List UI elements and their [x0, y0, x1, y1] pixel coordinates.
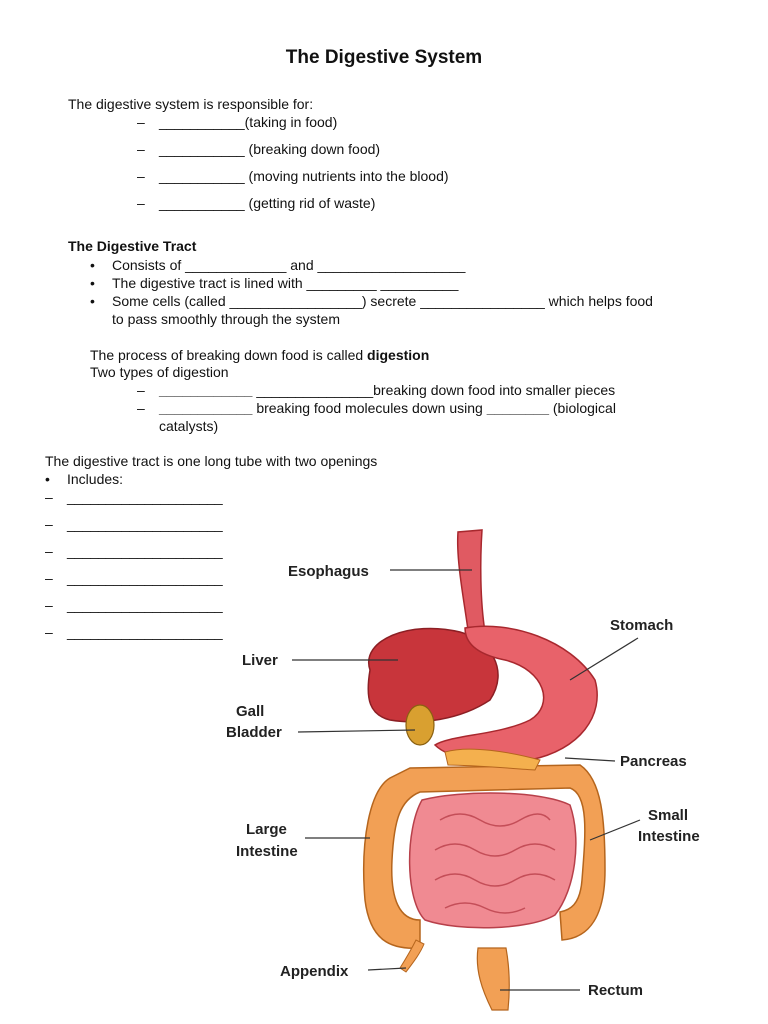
tract-bullet: • The digestive tract is lined with _________ __________: [90, 275, 459, 291]
intro-item: – ___________ (moving nutrients into the blood): [137, 168, 449, 184]
tube-includes: • Includes:: [45, 471, 124, 487]
label-pancreas: Pancreas: [620, 753, 687, 770]
esophagus-shape: [458, 530, 485, 632]
label-liver: Liver: [242, 652, 278, 669]
tract-bullet-continuation: to pass smoothly through the system: [112, 311, 340, 327]
intro-item-text: ___________ (moving nutrients into the blood): [159, 168, 449, 184]
digestive-system-diagram: [210, 520, 750, 1020]
intro-lead: The digestive system is responsible for:: [68, 96, 314, 112]
tract-bullet: • Some cells (called _________________) secrete ________________ which helps food: [90, 293, 653, 309]
intro-item-text: ___________ (getting rid of waste): [159, 195, 376, 211]
digestion-line: [90, 347, 429, 364]
tube-blank: – ____________________: [45, 624, 223, 640]
intro-item: – ___________ (getting rid of waste): [137, 195, 376, 211]
gallbladder-shape: [406, 705, 434, 745]
tube-includes-text: Includes:: [67, 471, 124, 487]
type2-blank2: ________: [486, 400, 549, 416]
label-rectum: Rectum: [588, 982, 644, 999]
tube-blank: – ____________________: [45, 516, 223, 532]
digestion-type-2: – ____________ breaking food molecules down using ________ (biological: [137, 400, 616, 416]
rectum-shape: [477, 948, 509, 1010]
tube-blank: – ____________________: [45, 489, 223, 505]
label-large: Large: [246, 821, 287, 838]
label-small-intestine: Intestine: [638, 828, 700, 845]
type1-blank: ____________: [159, 382, 253, 398]
digestion-types-lead: Two types of digestion: [90, 364, 229, 380]
label-small: Small: [648, 807, 689, 824]
tube-lead: The digestive tract is one long tube with two openings: [45, 453, 378, 469]
tube-blank-text: ____________________: [67, 543, 223, 559]
tract-bullet-text: The digestive tract is lined with _________ __________: [112, 275, 459, 291]
digestion-term: digestion: [367, 347, 430, 363]
tube-blank-text: ____________________: [67, 489, 223, 505]
label-appendix: Appendix: [280, 963, 349, 980]
tube-blank: – ____________________: [45, 543, 223, 559]
tract-bullet: • Consists of _____________ and ___________________: [90, 257, 466, 273]
intro-item-text: ___________(taking in food): [159, 114, 338, 130]
label-bladder: Bladder: [226, 724, 282, 741]
tract-heading: The Digestive Tract: [68, 238, 197, 254]
digestion-prefix: The process of breaking down food is called: [90, 347, 368, 363]
intro-item-text: ___________ (breaking down food): [159, 141, 381, 157]
type2-text: breaking food molecules down using: [252, 400, 487, 416]
tube-blank-text: ____________________: [67, 570, 223, 586]
type2-end: (biological: [549, 400, 616, 416]
tube-blank: – ____________________: [45, 597, 223, 613]
tube-blank-text: ____________________: [67, 597, 223, 613]
intro-item: – ___________(taking in food): [137, 114, 338, 130]
intro-item: – ___________ (breaking down food): [137, 141, 381, 157]
type1-text: _______________breaking down food into smaller pieces: [252, 382, 616, 398]
label-stomach: Stomach: [610, 617, 674, 634]
tube-blank-text: ____________________: [67, 624, 223, 640]
tube-blank: – ____________________: [45, 570, 223, 586]
label-esophagus: Esophagus: [288, 563, 369, 580]
label-gall: Gall: [236, 703, 265, 720]
label-large-intestine: Intestine: [236, 843, 298, 860]
tract-bullet-text: Consists of _____________ and ___________________: [112, 257, 466, 273]
tube-blank-text: ____________________: [67, 516, 223, 532]
tract-bullet-text: Some cells (called _________________) secrete ________________ which helps food: [112, 293, 653, 309]
type2-blank: ____________: [159, 400, 253, 416]
page-title: The Digestive System: [285, 47, 483, 68]
digestion-type-1: – ____________ _______________breaking down food into smaller pieces: [137, 382, 616, 398]
small-intestine-shape: [410, 793, 576, 928]
digestion-type-2-cont: catalysts): [159, 418, 219, 434]
